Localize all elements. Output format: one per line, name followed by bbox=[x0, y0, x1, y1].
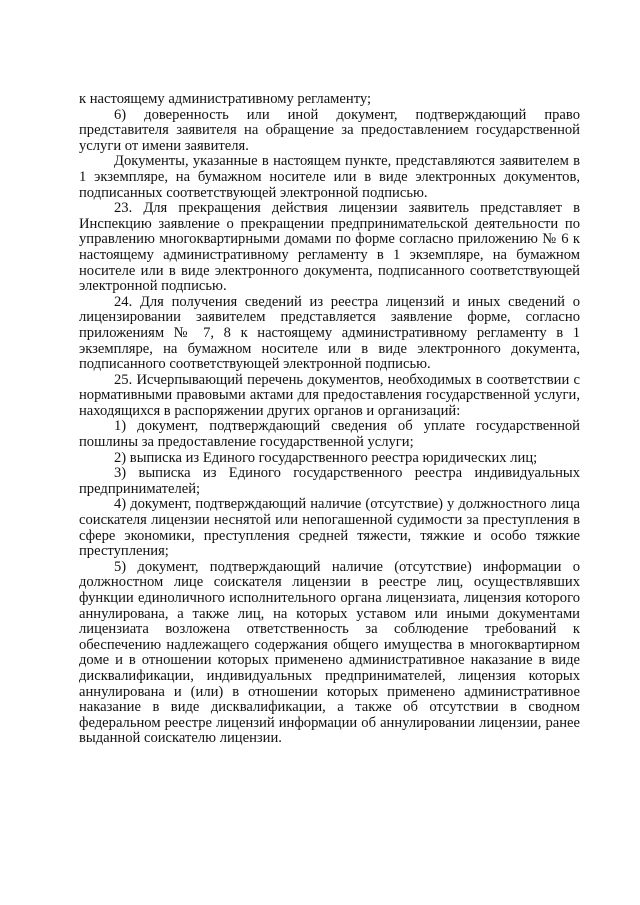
list-item-1: 1) документ, подтверждающий сведения об уплате государственной пошлины за предоставление государственной услуги; bbox=[79, 418, 580, 451]
paragraph-continuation: к настоящему административному регламенту; bbox=[79, 91, 372, 107]
paragraph-clause-24: 24. Для получения сведений из реестра лицензий и иных сведений о лицензировании заявителем представляется заявление форме, согласно приложениям № 7, 8 к настоящему административному регламенту в 1 экземпляре, на бумажном носителе или в виде электронного документа, подписанного соответствующей электронной подписью. bbox=[79, 293, 580, 373]
list-item-2: 2) выписка из Единого государственного реестра юридических лиц; bbox=[114, 449, 538, 466]
document-page bbox=[79, 92, 580, 747]
list-item-4: 4) документ, подтверждающий наличие (отсутствие) у должностного лица соискателя лицензии неснятой или непогашенной судимости за преступления в сфере экономики, преступления средней тяжести, тяжкие и особо тяжкие преступления; bbox=[79, 496, 580, 560]
list-item-5: 5) документ, подтверждающий наличие (отсутствие) информации о должностном лице соискателя лицензии в реестре лиц, осуществлявших функции единоличного исполнительного органа лицензиата, лицензия которого аннулирована, а также лиц, на которых уставом или иными документами лицензиата возложена ответственность за соблюдение требований к обеспечению надлежащего содержания общего имущества в многоквартирном доме и в отношении которых применено административное наказание в виде дисквалификации, индивидуальных предпринимателей, лицензия которых аннулирована и (или) в отношении которых применено административное наказание в виде дисквалификации, а также об отсутствии в сводном федеральном реестре лицензий информации об аннулировании лицензии, ранее выданной соискателю лицензии. bbox=[79, 558, 580, 747]
paragraph-documents-note: Документы, указанные в настоящем пункте, представляются заявителем в 1 экземпляре, на бумажном носителе или в виде электронных документов, подписанных соответствующей электронной подписью. bbox=[79, 153, 580, 201]
list-item-3: 3) выписка из Единого государственного реестра индивидуальных предпринимателей; bbox=[79, 465, 580, 497]
paragraph-clause-23: 23. Для прекращения действия лицензии заявитель представляет в Инспекцию заявление о прекращении предпринимательской деятельности по управлению многоквартирными домами по форме согласно приложению № 6 к настоящему административному регламенту в 1 экземпляре, на бумажном носителе или в виде электронного документа, подписанного соответствующей электронной подписью. bbox=[79, 200, 580, 295]
paragraph-item-6: 6) доверенность или иной документ, подтверждающий право представителя заявителя на обращение за предоставлением государственной услуги от имени заявителя. bbox=[79, 106, 580, 154]
paragraph-clause-25: 25. Исчерпывающий перечень документов, необходимых в соответствии с нормативными правовыми актами для предоставления государственной услуги, находящихся в распоряжении других органов и организаций: bbox=[79, 371, 580, 419]
